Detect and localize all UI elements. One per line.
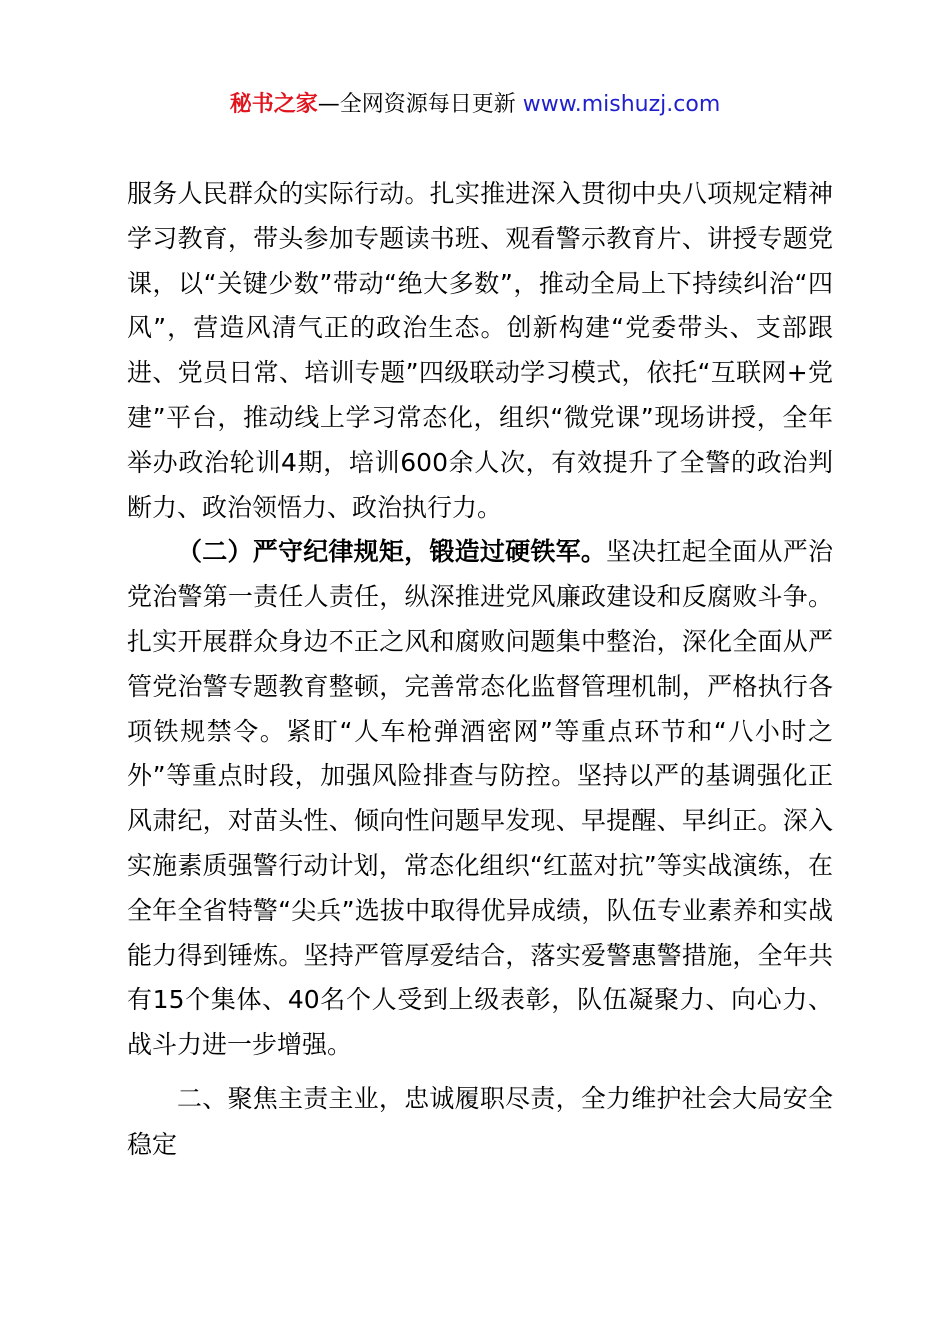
site-url[interactable]: www.mishuzj.com <box>522 92 721 117</box>
paragraph-2-body: 坚决扛起全面从严治党治警第一责任人责任，纵深推进党风廉政建设和反腐败斗争。扎实开展群众身边不正之风和腐败问题集中整治，深化全面从严管党治警专题教育整顿，完善常态化监督管理机制，严格执行各项铁规禁令。紧盯“人车枪弹酒密网”等重点环节和“八小时之外”等重点时段，加强风险排查与防控。坚持以严的基调强化正风肃纪，对苗头性、倾向性问题早发现、早提醒、早纠正。深入实施素质强警行动计划，常态化组织“红蓝对抗”等实战演练，在全年全省特警“尖兵”选拔中取得优异成绩，队伍专业素养和实战能力得到锤炼。坚持严管厚爱结合，落实爱警惠警措施，全年共有15个集体、40名个人受到上级表彰，队伍凝聚力、向心力、战斗力进一步增强。 <box>127 537 833 1060</box>
paragraph-1: 服务人民群众的实际行动。扎实推进深入贯彻中央八项规定精神学习教育，带头参加专题读书班、观看警示教育片、讲授专题党课，以“关键少数”带动“绝大多数”，推动全局上下持续纠治“四风”，营造风清气正的政治生态。创新构建“党委带头、支部跟进、党员日常、培训专题”四级联动学习模式，依托“互联网+党建”平台，推动线上学习常态化，组织“微党课”现场讲授，全年举办政治轮训4期，培训600余人次，有效提升了全警的政治判断力、政治领悟力、政治执行力。 <box>127 179 833 522</box>
page-header <box>0 90 950 120</box>
document-body <box>127 172 833 1168</box>
section-heading-main-2: 二、聚焦主责主业，忠诚履职尽责，全力维护社会大局安全稳定 <box>127 1083 833 1159</box>
section-heading-2: （二）严守纪律规矩，锻造过硬铁军。 <box>177 537 607 567</box>
site-brand: 秘书之家 <box>229 92 318 117</box>
paragraph-2 <box>127 530 833 1068</box>
site-tagline: —全网资源每日更新 <box>317 92 523 117</box>
